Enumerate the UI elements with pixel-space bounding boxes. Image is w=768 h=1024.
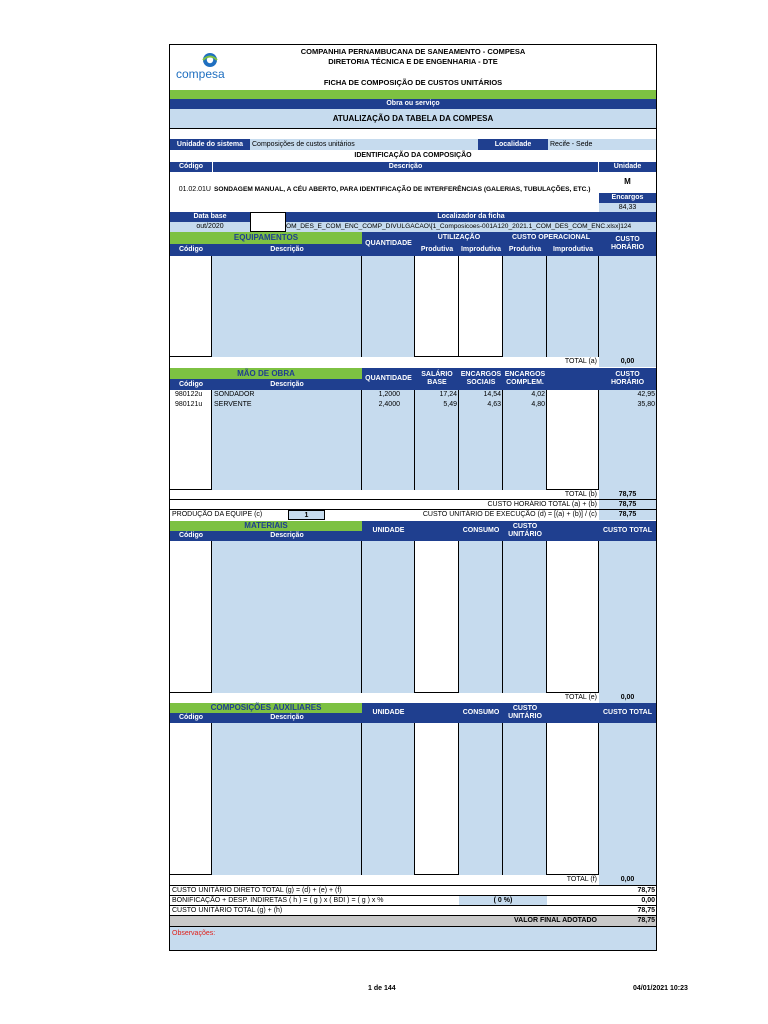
auxiliary-consumption-label: CONSUMO [459,703,503,723]
encargos-label: Encargos [599,193,656,203]
equipment-use-unproductive: Improdutiva [459,244,503,256]
production-label: PRODUÇÃO DA EQUIPE (c) [172,511,263,518]
labor-header [170,368,656,390]
identification-header [170,162,656,172]
id-unit-label: Unidade [599,162,656,172]
equipment-desc-label: Descrição [212,244,362,256]
auxiliary-desc-label: Descrição [212,713,362,723]
auxiliary-blank2-label [547,703,599,723]
page-number: 1 de 144 [368,985,396,992]
table-row [170,390,656,399]
materials-code-label: Código [170,531,212,541]
final-value-row [170,916,656,927]
labor-row-social: 4,63 [487,401,501,408]
table-row [170,400,656,409]
bdi-value: 0,00 [641,897,655,904]
equipment-total-value: 0,00 [599,357,656,367]
database-value: out/2020 [170,222,250,232]
equipment-title: EQUIPAMENTOS [170,232,362,244]
equipment-opcost-label: CUSTO OPERACIONAL [503,232,599,244]
unit-total-value: 78,75 [637,907,655,914]
materials-blank-label [415,521,459,541]
equipment-opcost-productive: Produtiva [503,244,547,256]
direct-cost-label: CUSTO UNITÁRIO DIRETO TOTAL (g) = (d) + (e) + (f) [172,887,342,894]
logo-text: compesa [176,67,225,81]
auxiliary-total-row [170,875,656,886]
materials-body [170,541,656,693]
auxiliary-total-label: TOTAL (f) [566,876,597,883]
directorate-name: DIRETORIA TÉCNICA E DE ENGENHARIA - DTE [328,57,498,66]
labor-row-code: 980122u [175,391,203,398]
labor-total-row [170,490,656,500]
labor-row-hourly: 35,80 [637,401,655,408]
labor-row-social: 14,54 [483,391,501,398]
labor-row-salary: 17,24 [439,391,457,398]
database-row [170,212,656,232]
labor-row-qty: 1,2000 [378,391,400,398]
labor-row-compl: 4,80 [531,401,545,408]
materials-blank2-label [547,521,599,541]
obra-label: Obra ou serviço [170,99,656,109]
labor-qty-label: QUANTIDADE [362,368,415,390]
labor-row-hourly: 42,95 [637,391,655,398]
id-unit: M [624,177,631,186]
bdi-row [170,896,656,906]
id-code-label: Código [170,162,212,172]
materials-desc-label: Descrição [212,531,362,541]
materials-consumption-label: CONSUMO [459,521,503,541]
equipment-header [170,232,656,256]
hourly-total-value: 78,75 [599,500,656,509]
labor-salary-label: SALÁRIO BASE [415,368,459,390]
locator-label: Localizador da ficha [286,212,656,222]
bdi-percent: ( 0 %) [459,896,547,905]
equipment-hourly-label: CUSTO HORÁRIO [599,232,656,256]
equipment-use-label: UTILIZAÇÃO [415,232,503,244]
locator-value: OM_DES_E_COM_ENC_COMP_DIVULGACAO\[1_Composicoes-001A120_2021.1_COM_DES_COM_ENC.xlsx]124 [286,222,656,232]
equipment-total-label: TOTAL (a) [564,358,597,365]
auxiliary-header [170,703,656,723]
hourly-total-label: CUSTO HORÁRIO TOTAL (a) + (b) [487,501,597,508]
labor-row-qty: 2,4000 [378,401,400,408]
equipment-total-row [170,357,656,367]
system-unit-label: Unidade do sistema [170,139,250,150]
id-code: 01.02.01U [178,186,211,193]
materials-unit-label: UNIDADE [362,521,415,541]
identification-body [170,172,656,212]
cost-composition-sheet [169,44,657,951]
database-label: Data base [170,212,250,222]
labor-row-compl: 4,02 [531,391,545,398]
system-row [170,139,656,150]
materials-totalcost-label: CUSTO TOTAL [599,521,656,541]
auxiliary-unit-label: UNIDADE [362,703,415,723]
auxiliary-unitcost-label: CUSTO UNITÁRIO [503,703,547,723]
materials-total-label: TOTAL (e) [564,694,597,701]
equipment-use-productive: Produtiva [415,244,459,256]
form-title: FICHA DE COMPOSIÇÃO DE CUSTOS UNITÁRIOS [323,78,503,87]
materials-total-row [170,693,656,703]
blank-cell [250,212,286,232]
company-name: COMPANHIA PERNAMBUCANA DE SANEAMENTO - COMPESA [300,47,526,56]
labor-desc-label: Descrição [212,379,362,390]
id-desc-label: Descrição [212,162,598,172]
labor-row-desc: SONDADOR [214,391,255,398]
green-divider [170,90,656,99]
labor-body [170,390,656,490]
final-value-value: 78,75 [637,917,655,924]
obra-value: ATUALIZAÇÃO DA TABELA DA COMPESA [170,109,656,129]
materials-header [170,521,656,541]
labor-total-label: TOTAL (b) [564,491,597,498]
unit-total-label: CUSTO UNITÁRIO TOTAL (g) + (h) [172,907,283,914]
labor-social-label: ENCARGOS SOCIAIS [459,368,503,390]
labor-code-label: Código [170,379,212,390]
system-unit-value: Composições de custos unitários [250,139,478,150]
direct-cost-row [170,886,656,896]
labor-title: MÃO DE OBRA [170,368,362,379]
observations-box [170,927,656,950]
auxiliary-total-value: 0,00 [599,875,656,885]
labor-total-value: 78,75 [599,490,656,499]
materials-title: MATERIAIS [170,521,362,531]
auxiliary-blank-label [415,703,459,723]
exec-cost-value: 78,75 [599,510,656,520]
locality-label: Localidade [478,139,548,150]
equipment-qty-label: QUANTIDADE [362,232,415,256]
labor-compl-label: ENCARGOS COMPLEM. [503,368,547,390]
labor-hourly-label: CUSTO HORÁRIO [599,368,656,390]
unit-total-row [170,906,656,916]
sheet-header [170,45,656,89]
equipment-opcost-unproductive: Improdutiva [547,244,599,256]
auxiliary-code-label: Código [170,713,212,723]
final-value-label: VALOR FINAL ADOTADO [514,917,597,924]
id-description: SONDAGEM MANUAL, A CÉU ABERTO, PARA IDENTIFICAÇÃO DE INTERFERÊNCIAS (GALERIAS, TUBULAÇÕES, ETC.) [214,186,591,193]
bdi-label: BONIFICAÇÃO + DESP. INDIRETAS ( h ) = ( g ) x ( BDI ) = ( g ) x % [172,897,384,904]
locality-value: Recife - Sede [548,139,656,150]
spacer-row [170,129,656,139]
labor-blank-label [547,368,599,390]
auxiliary-body [170,723,656,875]
production-row [170,510,656,520]
auxiliary-totalcost-label: CUSTO TOTAL [599,703,656,723]
materials-total-value: 0,00 [599,693,656,703]
equipment-code-label: Código [170,244,212,256]
print-datetime: 04/01/2021 10:23 [633,985,688,992]
labor-row-desc: SERVENTE [214,401,252,408]
production-value: 1 [288,510,325,520]
observations-label: Observações: [172,930,216,937]
encargos-value: 84,33 [599,203,656,212]
exec-cost-label: CUSTO UNITÁRIO DE EXECUÇÃO (d) = [(a) + (b)] / (c) [422,511,597,518]
hourly-total-row [170,500,656,510]
labor-row-salary: 5,49 [443,401,457,408]
equipment-body [170,256,656,357]
direct-cost-value: 78,75 [637,887,655,894]
labor-row-code: 980121u [175,401,203,408]
auxiliary-title: COMPOSIÇÕES AUXILIARES [170,703,362,713]
materials-unitcost-label: CUSTO UNITÁRIO [503,521,547,541]
identification-title: IDENTIFICAÇÃO DA COMPOSIÇÃO [354,152,472,159]
